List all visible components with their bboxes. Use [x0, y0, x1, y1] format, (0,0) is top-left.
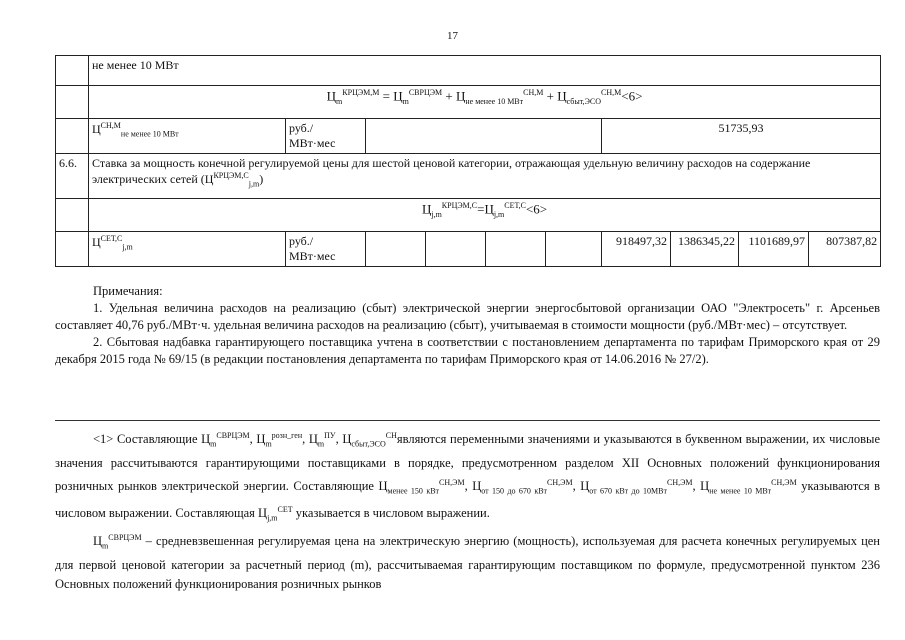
table-row: [56, 232, 881, 267]
value-cell: 807387,82: [809, 232, 881, 267]
row-min-text: не менее 10 МВт: [89, 56, 881, 86]
row-66-text: Ставка за мощность конечной регулируемой цены для шестой ценовой категории, отражающая удельную величину расходов на содержание электрических сетей $(Ц^{КРЦЭМ,С}_{j,m})$: [89, 154, 881, 199]
value-cell: 1101689,97: [739, 232, 809, 267]
notes-heading: Примечания:: [93, 284, 163, 298]
unit-cell: руб./ МВт·мес: [286, 232, 366, 267]
footnote-section: [55, 426, 880, 594]
note-1: 1. Удельная величина расходов на реализацию (сбыт) электрической энергии энергосбытовой организации ОАО "Электросеть" г. Арсеньев составляет 40,76 руб./МВт·ч. удельная величина расходов на реализацию (сбыт), учитываемая в стоимости мощности (руб./МВт·мес) – отсутствует.: [55, 301, 880, 332]
symbol-cell: $Ц^{СН,М}_{не менее 10 МВт}$: [89, 119, 286, 154]
row-number: 6.6.: [56, 154, 89, 199]
note-2: 2. Сбытовая надбавка гарантирующего поставщика учтена в соответствии с постановлением департамента по тарифам Приморского края от 29 декабря 2015 года № 69/15 (в редакции постановления департамента по тарифам Приморского края от 14.06.2016 № 27/2).: [55, 335, 880, 366]
table-row: [56, 119, 881, 154]
formula-row: [56, 199, 881, 232]
table-row: [56, 154, 881, 199]
table-row: [56, 56, 881, 86]
footnote-2: $Ц_m^{СВРЦЭМ}$ – средневзвешенная регулируемая цена на электрическую энергию (мощность), используемая для расчета конечных регулируемых цен для первой ценовой категории за расчетный период (m), рассчитываемая гарантирующим поставщиком по формуле, предусмотренной пунктом 236 Основных положений функционирования розничных рынков: [55, 532, 880, 591]
notes-section: [55, 283, 880, 368]
symbol-cell: $Ц^{СЕТ,С}_{j,m}$: [89, 232, 286, 267]
value-cell: 51735,93: [602, 119, 881, 154]
rates-table: [55, 55, 881, 267]
footnote-1: <1> Составляющие $Ц_m^{СВРЦЭМ}$, $Ц_m^{розн\_ген}$, $Ц_m^{ПУ}$, $Ц_{сбыт,ЭСО}^{СН}являются$ переменными значениями и указываются в буквенном выражении, их числовые значения рассчитываются гарантирующими поставщиками в порядке, предусмотренном разделом XII Основных положений функционирования розничных рынков электрической энергии. Составляющие $Ц_{менее 150 кВт}^{СН,ЭМ}$, $Ц_{от 150 до 670 кВт}^{СН,ЭМ}$, $Ц_{от 670 кВт до 10МВт}^{СН,ЭМ}$, $Ц_{не менее 10 МВт}^{СН,ЭМ}$ указываются в числовом выражении. Составляющая $Ц_{j,m}^{СЕТ}$ указывается в числовом выражении.: [55, 431, 881, 523]
footnote-divider: [55, 420, 880, 421]
page-number: 17: [447, 30, 458, 42]
formula-row: [56, 86, 881, 119]
unit-cell: руб./ МВт·мес: [286, 119, 366, 154]
value-cell: 1386345,22: [671, 232, 739, 267]
formula-1: $Ц_m^{КРЦЭМ,М} = Ц_m^{СВРЦЭМ} + Ц_{не менее 10 МВт}^{СН,М} + Ц_{сбыт,ЭСО}^{СН,М}<6>$: [89, 86, 881, 119]
value-cell: 918497,32: [602, 232, 671, 267]
formula-2: $Ц_{j,m}^{КРЦЭМ,С}=Ц_{j,m}^{СЕТ,С}<6>$: [89, 199, 881, 232]
